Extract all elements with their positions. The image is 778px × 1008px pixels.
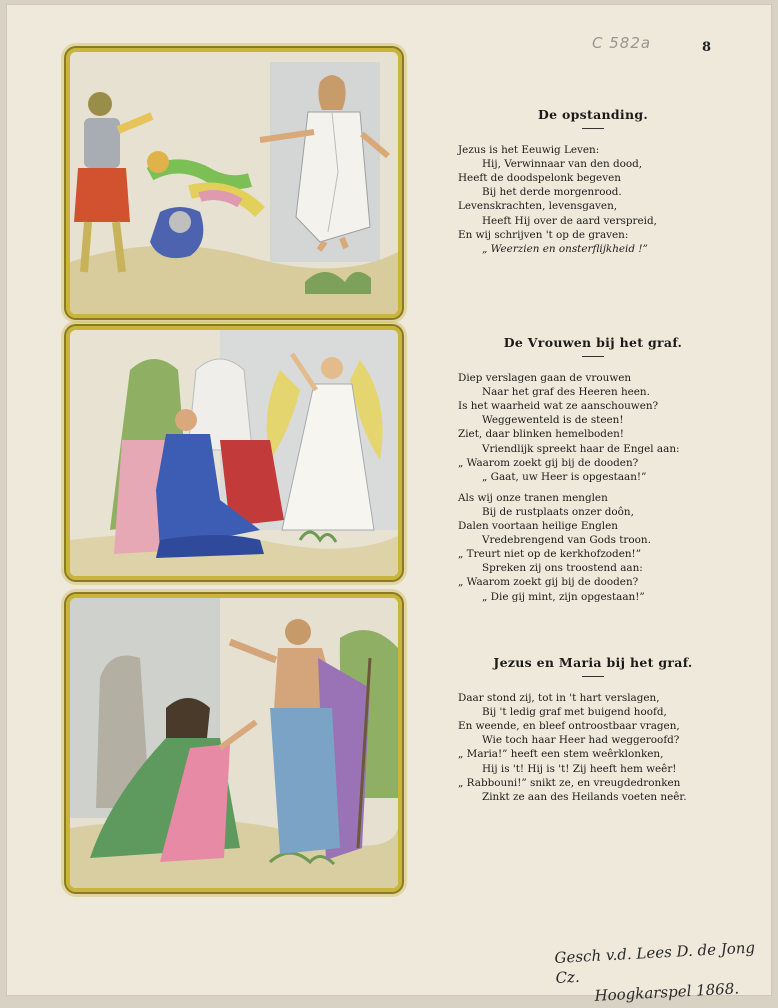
verse-line: Levenskrachten, levensgaven, (458, 200, 618, 213)
verse-line: „ Die gij mint, zijn opgestaan!” (482, 590, 645, 603)
archive-mark: C 582a (592, 34, 652, 52)
verse-line: Vredebrengend van Gods troon. (482, 534, 651, 547)
title-rule (582, 128, 604, 129)
page-number: 8 (702, 40, 712, 55)
verse-line: Naar het graf des Heeren heen. (482, 386, 650, 399)
verse-line: „ Maria!” heeft een stem weêrklonken, (458, 748, 664, 761)
verse-line: Vriendlijk spreekt haar de Engel aan: (482, 442, 680, 455)
verse-line: Bij het derde morgenrood. (482, 186, 622, 199)
verse-line: „ Weerzien en onsterflijkheid !” (482, 242, 648, 255)
handwritten-line: Hoogkarspel 1868. (594, 979, 740, 1005)
illustration-women-at-tomb (66, 326, 402, 580)
verse-line: Heeft Hij over de aard verspreid, (482, 214, 657, 227)
verse-line: Heeft de doodspelonk begeven (458, 172, 621, 185)
verse-line: Hij is 't! Hij is 't! Zij heeft hem weêr! (482, 762, 677, 775)
print-sheet (6, 4, 772, 1005)
illustration-resurrection (66, 48, 402, 318)
stanza-gap (458, 484, 728, 491)
title-rule (582, 676, 604, 677)
illustration-jesus-and-mary (66, 594, 402, 892)
verse-line: Dalen voortaan heilige Englen (458, 520, 618, 533)
verse-line: „ Waarom zoekt gij bij de dooden? (458, 576, 639, 589)
verse-line: „ Gaat, uw Heer is opgestaan!” (482, 470, 647, 483)
poem-title: De opstanding. (537, 107, 649, 122)
verse-line: Hij, Verwinnaar van den dood, (482, 158, 643, 171)
verse-line: Bij de rustplaats onzer doôn, (482, 505, 634, 518)
verse-line: „ Rabbouni!” snikt ze, en vreugdedronken (458, 776, 681, 789)
verse-line: Als wij onze tranen menglen (458, 491, 608, 504)
verse-line: Weggewenteld is de steen! (482, 414, 624, 427)
verse-line: Spreken zij ons troostend aan: (482, 562, 643, 575)
title-rule (582, 356, 604, 357)
verse-line: Diep verslagen gaan de vrouwen (458, 372, 632, 385)
jesus-and-mary-scene (70, 598, 398, 888)
poem-title: Jezus en Maria bij het graf. (493, 655, 693, 670)
verse-line: Wie toch haar Heer had weggeroofd? (482, 734, 680, 747)
handwritten-line: Gesch v.d. Lees D. de Jong Cz. (554, 938, 756, 987)
poem-resurrection (458, 108, 728, 256)
verse-line: „ Waarom zoekt gij bij de dooden? (458, 456, 639, 469)
verse-line: Is het waarheid wat ze aanschouwen? (458, 400, 659, 413)
verse-line: Jezus is het Eeuwig Leven: (458, 144, 600, 157)
handwritten-note (554, 937, 775, 1008)
verse-line: En weende, en bleef ontroostbaar vragen, (458, 720, 680, 733)
poem-jesus-and-mary (458, 656, 728, 804)
poem-women-at-tomb (458, 336, 728, 604)
poem-title: De Vrouwen bij het graf. (503, 335, 683, 350)
verse-line: „ Treurt niet op de kerkhofzoden!” (458, 548, 642, 561)
verse-line: Bij 't ledig graf met buigend hoofd, (482, 706, 667, 719)
verse-line: Zinkt ze aan des Heilands voeten neêr. (482, 790, 687, 803)
resurrection-scene (70, 52, 398, 314)
verse-line: Daar stond zij, tot in 't hart verslagen, (458, 692, 660, 705)
women-at-tomb-scene (70, 330, 398, 576)
verse-line: En wij schrijven 't op de graven: (458, 228, 629, 241)
verse-line: Ziet, daar blinken hemelboden! (458, 428, 624, 441)
